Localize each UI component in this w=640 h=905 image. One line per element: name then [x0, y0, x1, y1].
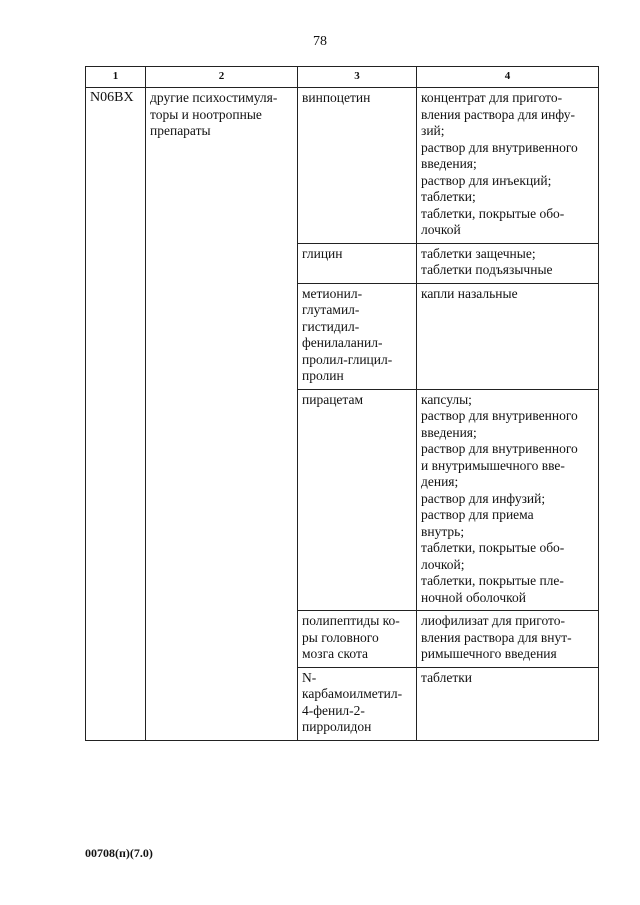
group-description-cell	[146, 88, 298, 741]
drug-name-line: винпоцетин	[302, 90, 371, 105]
description-line: препараты	[150, 123, 211, 138]
dosage-form-line: римышечного введения	[421, 646, 557, 661]
dosage-form-line: введения;	[421, 424, 477, 440]
dosage-form-line: раствор для внутривенного	[421, 441, 578, 456]
drug-name-line: глицин	[302, 245, 343, 261]
dosage-form-line: таблетки, покрытые обо-	[421, 205, 565, 221]
dosage-form-line: лиофилизат для пригото-	[421, 613, 566, 628]
dosage-form-line: таблетки	[421, 669, 473, 685]
dosage-form-line: раствор для инфузий;	[421, 490, 546, 506]
dosage-form-line: внутрь;	[421, 523, 465, 539]
dosage-form-line: раствор для внутривенного	[421, 139, 578, 155]
dosage-form-line: и внутримышечного вве-	[421, 457, 565, 473]
dosage-forms-cell	[417, 389, 599, 611]
atc-code-cell: N06BX	[86, 88, 146, 741]
drug-name-line: глутамил-	[302, 302, 360, 317]
drug-name-cell	[298, 283, 417, 389]
dosage-form-line: таблетки, покрытые обо-	[421, 540, 565, 555]
dosage-form-line: зий;	[421, 123, 445, 138]
drug-name-line: гистидил-	[302, 318, 360, 334]
description-line: торы и ноотропные	[150, 106, 262, 122]
dosage-forms-cell	[417, 611, 599, 668]
dosage-form-line: вления раствора для внут-	[421, 629, 572, 645]
dosage-forms-cell	[417, 283, 599, 389]
column-header: 1	[86, 67, 146, 88]
column-header: 4	[417, 67, 599, 88]
drug-name-line: 4-фенил-2-	[302, 702, 365, 718]
dosage-form-line: ночной оболочкой	[421, 589, 526, 605]
drug-name-line: метионил-	[302, 285, 363, 301]
drug-name-line: N-	[302, 669, 317, 685]
dosage-form-line: таблетки подъязычные	[421, 262, 553, 277]
dosage-form-line: лочкой;	[421, 556, 465, 572]
drug-name-line: полипептиды ко-	[302, 613, 400, 628]
drug-name-cell	[298, 243, 417, 283]
dosage-form-line: капсулы;	[421, 391, 472, 407]
drug-name-line: карбамоилметил-	[302, 686, 403, 701]
page-number: 78	[313, 34, 327, 49]
table-header-row	[86, 67, 599, 88]
dosage-form-line: вления раствора для инфу-	[421, 106, 576, 122]
dosage-forms-cell	[417, 667, 599, 740]
dosage-form-line: таблетки;	[421, 189, 476, 204]
document-footer-code: 00708(п)(7.0)	[85, 846, 153, 860]
dosage-form-line: таблетки, покрытые пле-	[421, 573, 564, 588]
column-header: 2	[146, 67, 298, 88]
column-header: 3	[298, 67, 417, 88]
table-row	[86, 88, 599, 244]
drug-name-line: мозга скота	[302, 646, 369, 661]
dosage-form-line: раствор для приема	[421, 507, 534, 522]
dosage-form-line: введения;	[421, 156, 477, 171]
drug-name-cell	[298, 667, 417, 740]
drug-name-cell	[298, 611, 417, 668]
drug-name-line: пролил-глицил-	[302, 351, 393, 367]
description-line: другие психостимуля-	[150, 90, 278, 105]
drug-name-line: ры головного	[302, 629, 379, 645]
dosage-form-line: лочкой	[421, 222, 461, 237]
dosage-form-line: капли назальные	[421, 285, 518, 301]
dosage-form-line: раствор для внутривенного	[421, 408, 578, 423]
dosage-form-line: таблетки защечные;	[421, 245, 536, 261]
dosage-forms-cell	[417, 88, 599, 244]
drug-name-cell	[298, 88, 417, 244]
drug-name-line: пирролидон	[302, 719, 372, 734]
dosage-form-line: раствор для инъекций;	[421, 172, 552, 188]
dosage-form-line: концентрат для пригото-	[421, 90, 563, 105]
dosage-form-line: дения;	[421, 474, 459, 489]
dosage-forms-cell	[417, 243, 599, 283]
drug-table	[85, 66, 599, 741]
drug-name-line: фенилаланил-	[302, 335, 383, 350]
drug-name-cell	[298, 389, 417, 611]
drug-name-line: пирацетам	[302, 391, 364, 407]
drug-name-line: пролин	[302, 368, 344, 383]
